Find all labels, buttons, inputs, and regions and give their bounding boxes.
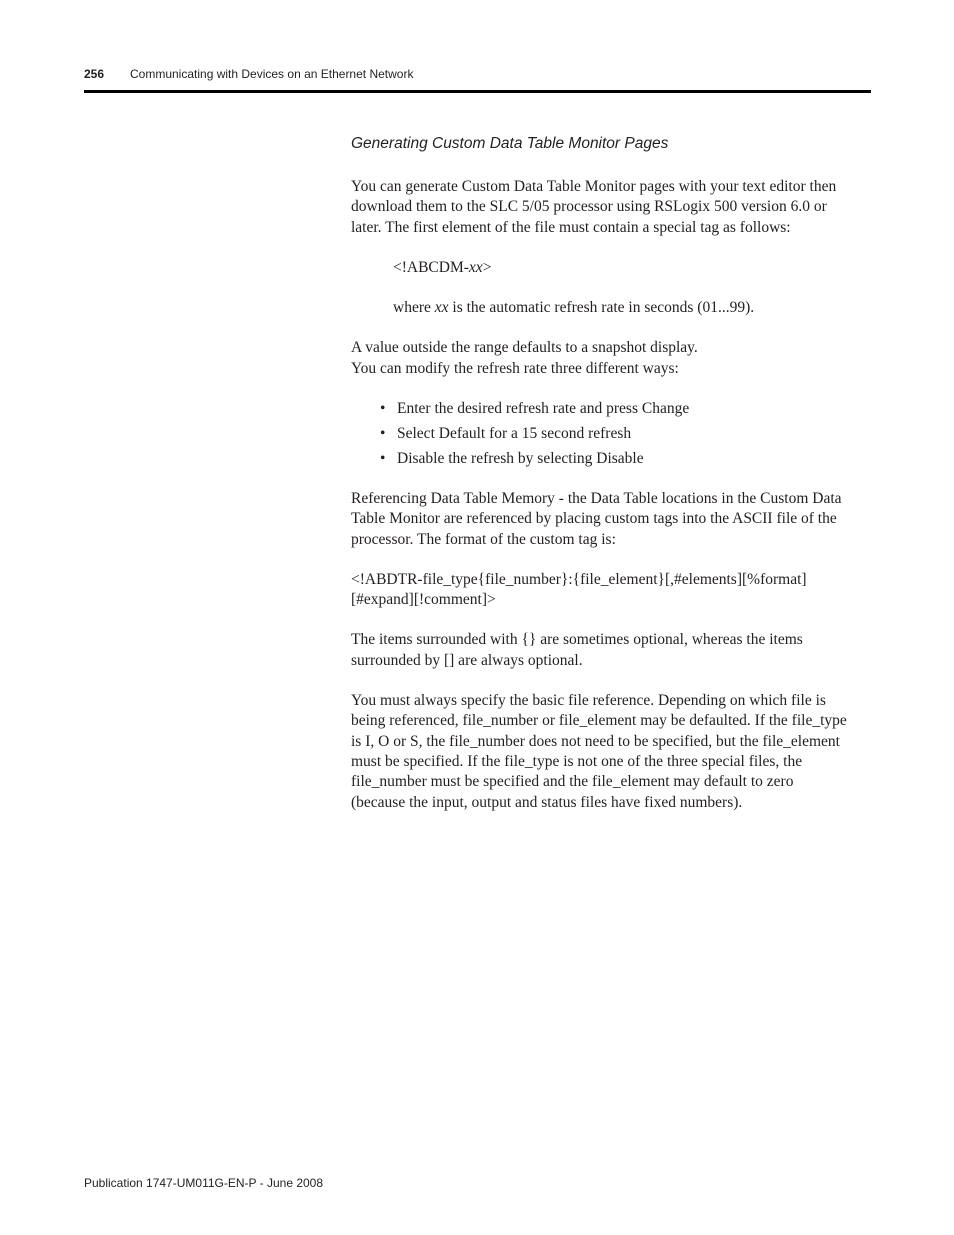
refresh-options-list: [380, 399, 851, 469]
bullet-icon: •: [380, 400, 386, 418]
section-title: Generating Custom Data Table Monitor Pages: [351, 135, 669, 152]
where-variable: xx: [434, 299, 449, 317]
tag-syntax: [393, 258, 851, 278]
list-item: [380, 399, 851, 419]
page-header: [84, 64, 871, 93]
where-suffix: is the automatic refresh rate in seconds (01...99).: [448, 299, 755, 317]
range-paragraph: [351, 338, 851, 379]
list-item: [380, 449, 851, 469]
format-line-2: [#expand][!comment]>: [351, 591, 496, 609]
page-number: 256: [84, 67, 105, 81]
tag-suffix: >: [482, 258, 492, 276]
where-paragraph: [393, 298, 851, 318]
specify-paragraph: You must always specify the basic file reference. Depending on which file is being referenced, file_number or file_element may be defaulted. If the file_type is I, O or S, the file_number does not need to be specified, but the file_element must be specified. If the file_type is not one of the three special files, the file_number must be specified and the file_element may default to zero (because the input, output and status files have fixed numbers).: [351, 692, 847, 811]
range-line-2: You can modify the refresh rate three different ways:: [351, 359, 679, 377]
tag-variable: xx: [468, 258, 483, 276]
list-item-text: Disable the refresh by selecting Disable: [397, 449, 644, 467]
list-item-text: Select Default for a 15 second refresh: [397, 424, 632, 442]
list-item: [380, 424, 851, 444]
bullet-icon: •: [380, 449, 386, 467]
publication-footer: Publication 1747-UM011G-EN-P - June 2008: [84, 1176, 324, 1190]
tag-prefix: <!ABCDM-: [393, 258, 469, 276]
tag-format: [351, 570, 851, 611]
bullet-icon: •: [380, 424, 386, 442]
list-item-text: Enter the desired refresh rate and press Change: [397, 400, 690, 418]
referencing-paragraph: Referencing Data Table Memory - the Data Table locations in the Custom Data Table Monitor are referenced by placing custom tags into the ASCII file of the processor. The format of the custom tag is:: [351, 489, 842, 548]
main-content: [351, 133, 851, 813]
intro-paragraph: You can generate Custom Data Table Monitor pages with your text editor then download them to the SLC 5/05 processor using RSLogix 500 version 6.0 or later. The first element of the file must contain a special tag as follows:: [351, 178, 837, 236]
items-paragraph: The items surrounded with {} are sometimes optional, whereas the items surrounded by [] are always optional.: [351, 631, 803, 669]
where-prefix: where: [393, 299, 435, 317]
range-line-1: A value outside the range defaults to a snapshot display.: [351, 339, 698, 357]
format-line-1: <!ABDTR-file_type{file_number}:{file_element}[,#elements][%format]: [351, 570, 807, 588]
running-title: Communicating with Devices on an Ethernet Network: [130, 67, 414, 81]
